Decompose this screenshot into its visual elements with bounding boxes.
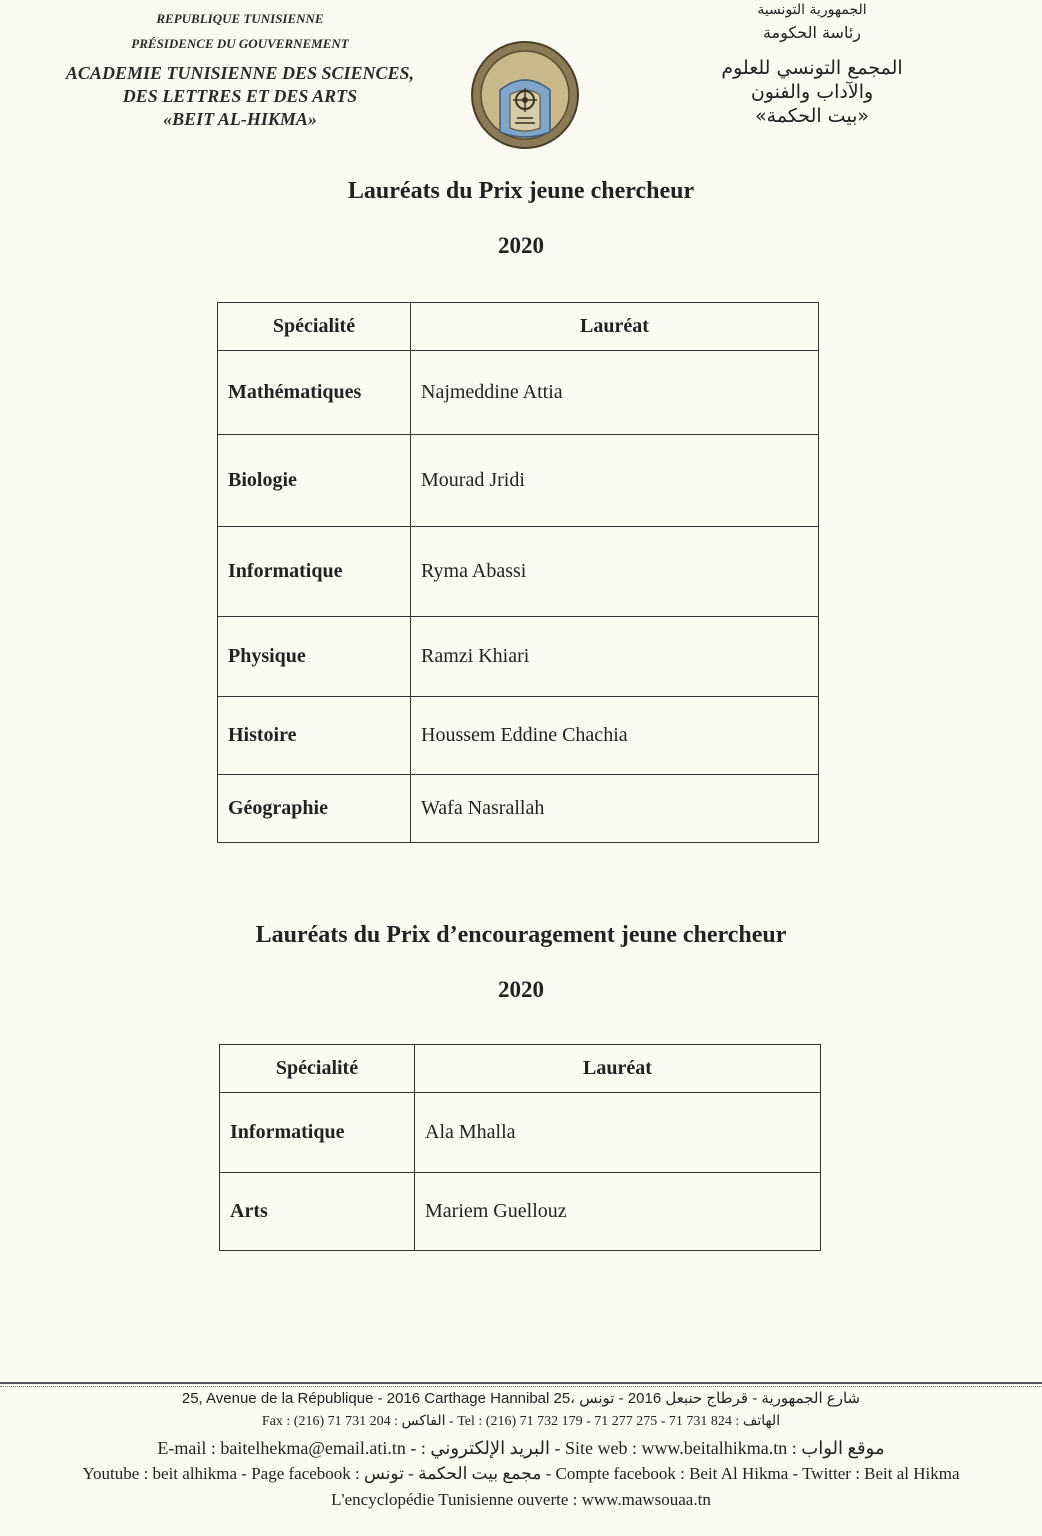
footer-email-site: E-mail : baitelhekma@email.ati.tn - : البريد الإلكتروني - Site web : www.beitalhikma.tn : موقع الواب [157,1438,885,1458]
table-row [218,697,819,775]
header-ar-presidence: رئاسة الحكومة [762,23,862,42]
table-header-row [218,303,819,351]
cell-laureat: Houssem Eddine Chachia [411,697,819,775]
cell-specialite: Informatique [220,1093,415,1173]
section1-title: Lauréats du Prix jeune chercheur [347,178,695,204]
col-laureat-header: Lauréat [415,1045,821,1093]
table-row [218,351,819,435]
header-lettres-arts: DES LETTRES ET DES ARTS [122,86,358,106]
footer-address: 25, Avenue de la République - 2016 Carthage Hannibal 25، شارع الجمهورية - قرطاج حنبعل 2016 - تونس [181,1390,861,1407]
header-ar-academie: المجمع التونسي للعلوم [721,57,903,79]
cell-laureat: Ryma Abassi [411,527,819,617]
col-specialite-header: Spécialité [220,1045,415,1093]
cell-specialite: Physique [218,617,411,697]
header-ar-republique: الجمهورية التونسية [757,2,867,18]
section1-year: 2020 [498,233,544,258]
table-row [218,527,819,617]
section2-title: Lauréats du Prix d’encouragement jeune chercheur [255,922,787,948]
cell-laureat: Najmeddine Attia [411,351,819,435]
cell-laureat: Wafa Nasrallah [411,775,819,843]
footer-social: Youtube : beit alhikma - Page facebook : مجمع بيت الحكمة - تونس - Compte facebook : Beit Al Hikma - Twitter : Beit al Hikma [82,1464,960,1483]
cell-laureat: Ramzi Khiari [411,617,819,697]
footer-divider-dotted [0,1386,1042,1387]
table-header-row [220,1045,821,1093]
table-row [218,775,819,843]
header-republique: REPUBLIQUE TUNISIENNE [156,11,324,26]
cell-specialite: Géographie [218,775,411,843]
header-right-arabic [682,0,942,128]
cell-specialite: Arts [220,1173,415,1251]
cell-laureat: Mariem Guellouz [415,1173,821,1251]
table-row [220,1173,821,1251]
academy-seal-logo [470,40,580,150]
section2-year: 2020 [498,977,544,1002]
section2-table [219,1044,821,1251]
footer-divider [0,1382,1042,1384]
cell-specialite: Mathématiques [218,351,411,435]
table-row [218,435,819,527]
header-presidence: PRÉSIDENCE DU GOUVERNEMENT [131,36,349,51]
table-row [218,617,819,697]
col-laureat-header: Lauréat [411,303,819,351]
footer-fax-tel: Fax : (216) 71 731 204 : الفاكس - Tel : (216) 71 732 179 - 71 277 275 - 71 731 824 : الهاتف [261,1414,781,1429]
header-academie: ACADEMIE TUNISIENNE DES SCIENCES, [65,63,415,83]
cell-specialite: Histoire [218,697,411,775]
footer-encyclopedie: L'encyclopédie Tunisienne ouverte : www.mawsouaa.tn [331,1490,711,1509]
cell-laureat: Mourad Jridi [411,435,819,527]
header-beit-al-hikma: «BEIT AL-HIKMA» [163,109,317,129]
cell-laureat: Ala Mhalla [415,1093,821,1173]
section1-table [217,302,819,843]
col-specialite-header: Spécialité [218,303,411,351]
header-left [50,6,430,131]
table-row [220,1093,821,1173]
cell-specialite: Informatique [218,527,411,617]
header-ar-lettres-arts: والآداب والفنون [750,81,874,103]
header-ar-beit-al-hikma: «بيت الحكمة» [755,105,869,127]
cell-specialite: Biologie [218,435,411,527]
